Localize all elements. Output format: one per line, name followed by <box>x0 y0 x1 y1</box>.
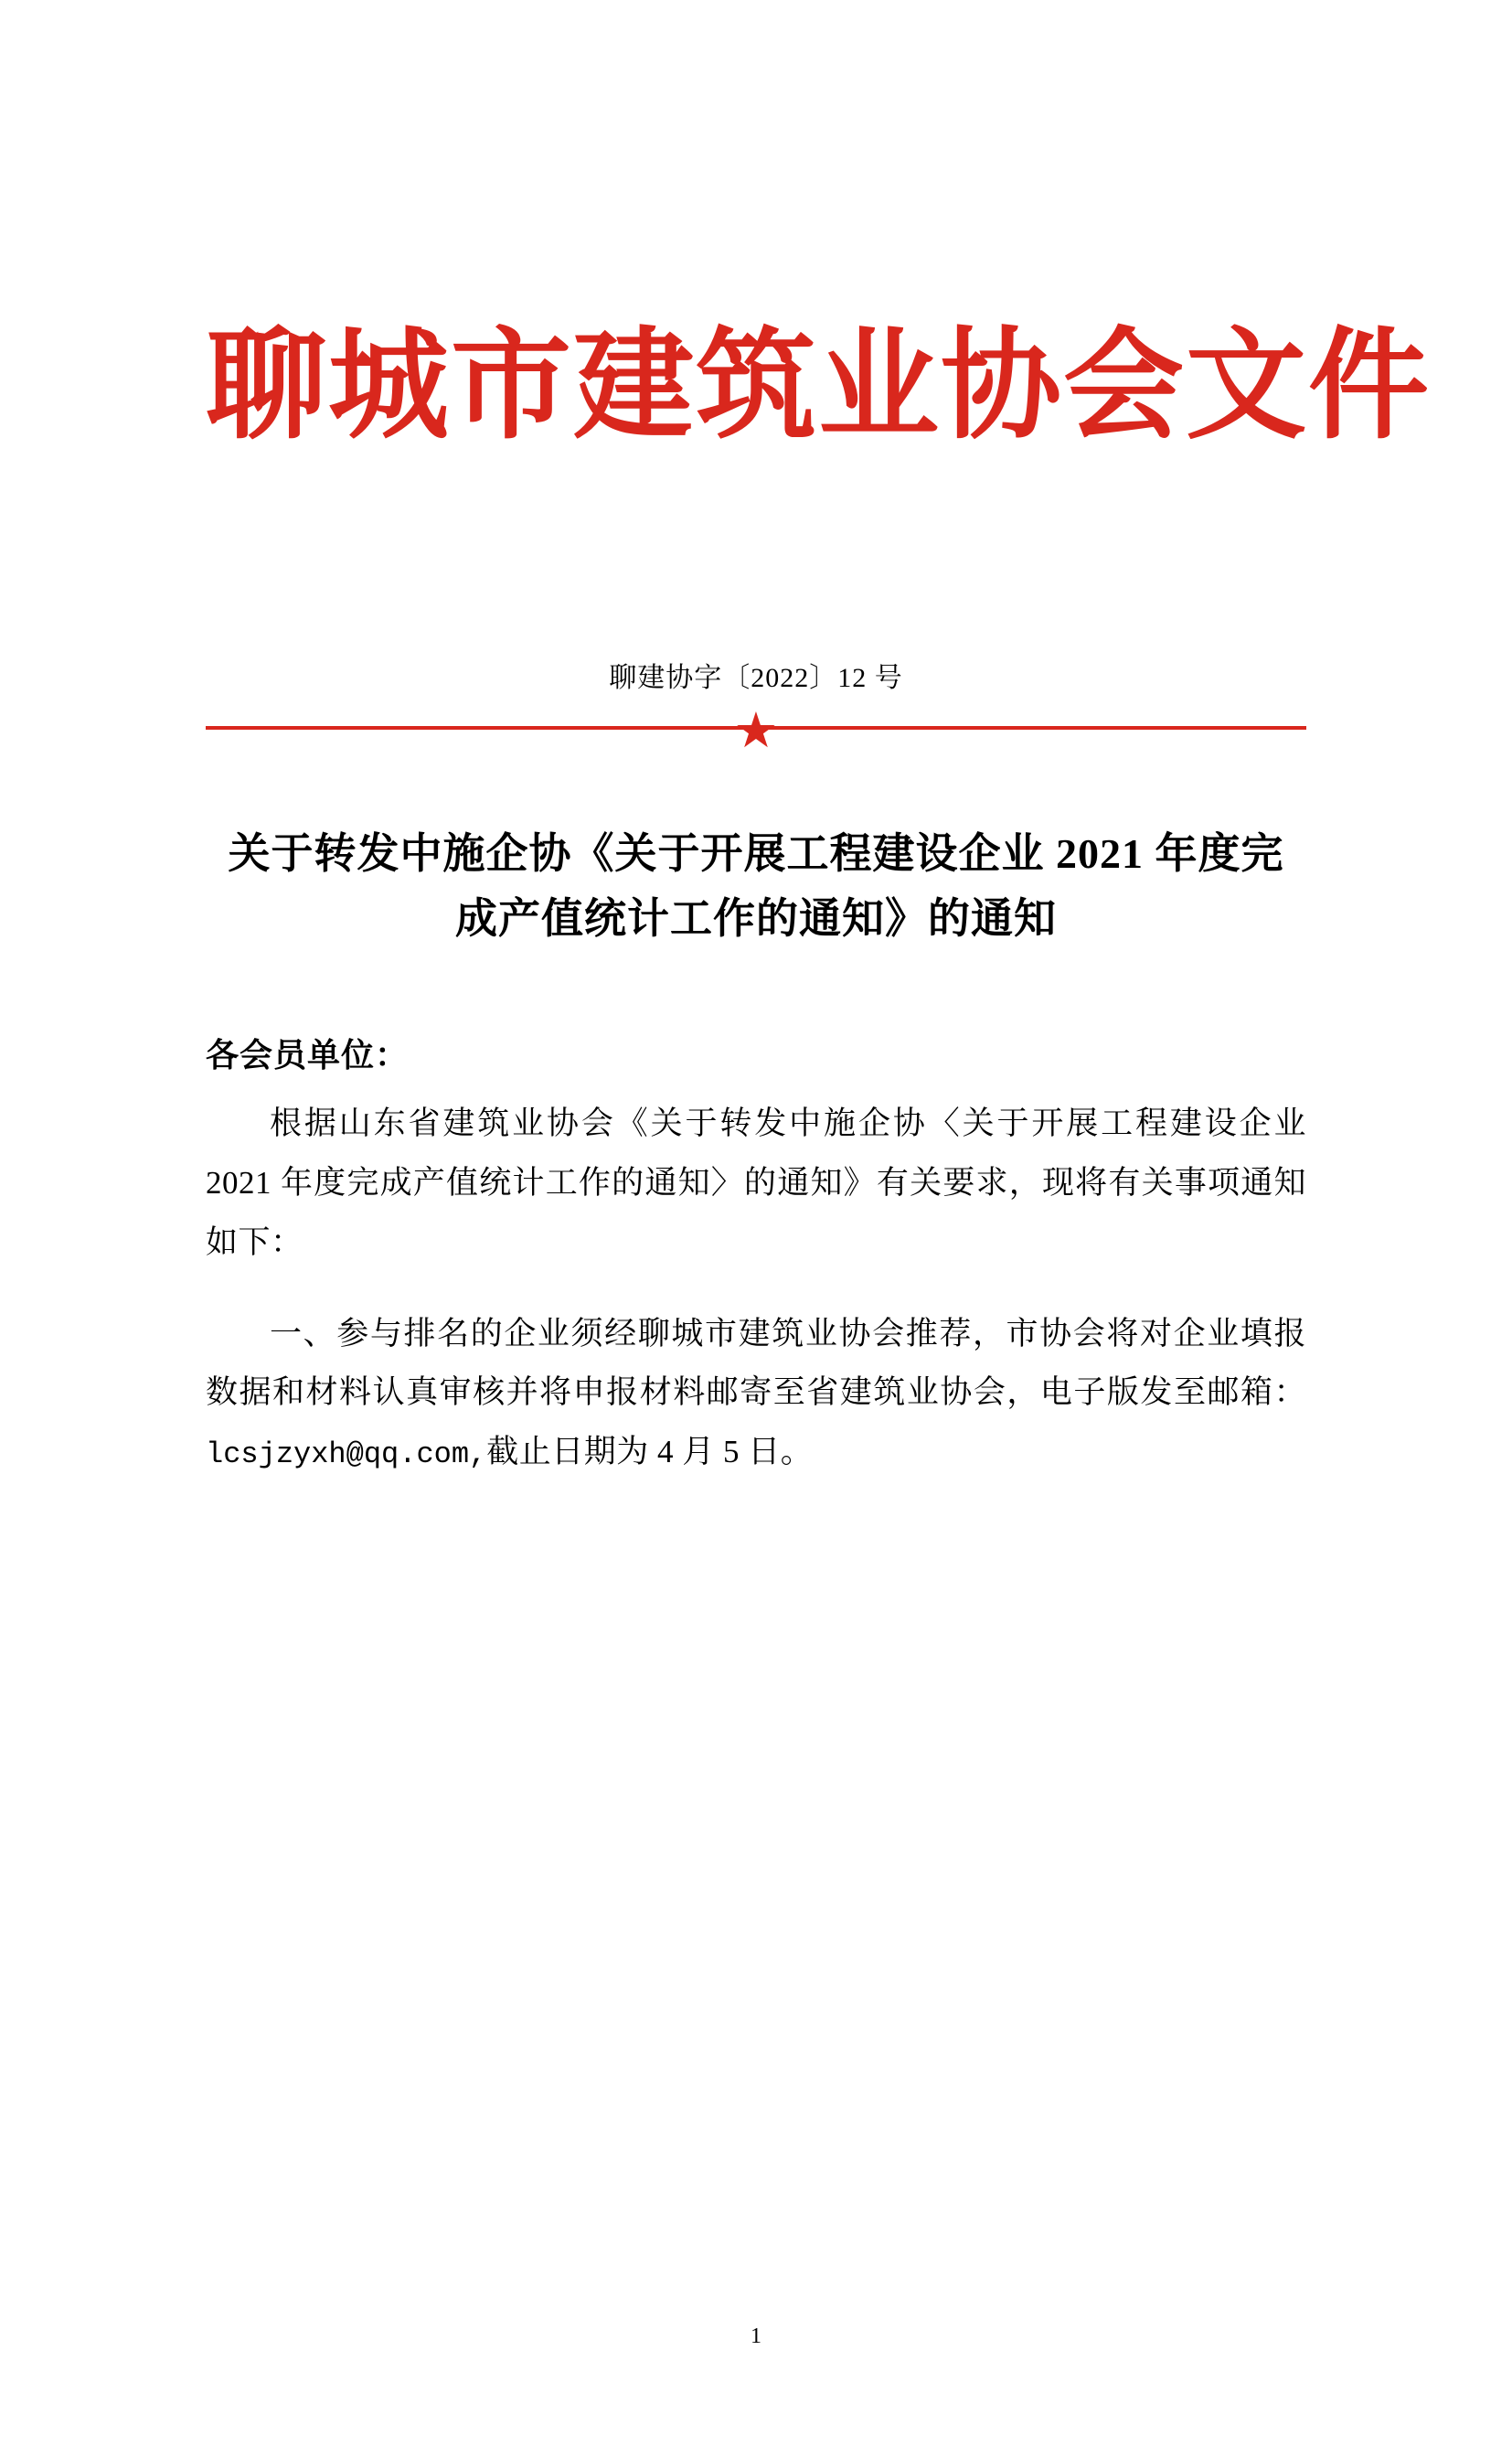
red-star-icon: ★ <box>733 702 779 758</box>
masthead-title: 聊城市建筑业协会文件 <box>206 315 1431 456</box>
body-paragraph-1: 根据山东省建筑业协会《关于转发中施企协〈关于开展工程建设企业 2021 年度完成产值统计工作的通知〉的通知》有关要求，现将有关事项通知如下： <box>206 1106 1306 1260</box>
body-paragraph-2-tail: 截止日期为 4 月 5 日。 <box>486 1434 814 1470</box>
body-paragraph-2 <box>206 1305 1306 1482</box>
red-separator <box>206 702 1306 758</box>
page-number: 1 <box>751 2324 761 2348</box>
document-page <box>0 315 1512 2457</box>
document-number: 聊建协字〔2022〕12 号 <box>609 662 903 693</box>
body-paragraph-2-text: 一、参与排名的企业须经聊城市建筑业协会推荐，市协会将对企业填报数据和材料认真审核并将申报材料邮寄至省建筑业协会，电子版发至邮箱： <box>206 1315 1306 1411</box>
page-title: 关于转发中施企协《关于开展工程建设企业 2021 年度完成产值统计工作的通知》的通知 <box>228 829 1284 943</box>
contact-email: lcsjzyxh@qq.com, <box>206 1437 487 1472</box>
salutation: 各会员单位： <box>206 1037 410 1074</box>
